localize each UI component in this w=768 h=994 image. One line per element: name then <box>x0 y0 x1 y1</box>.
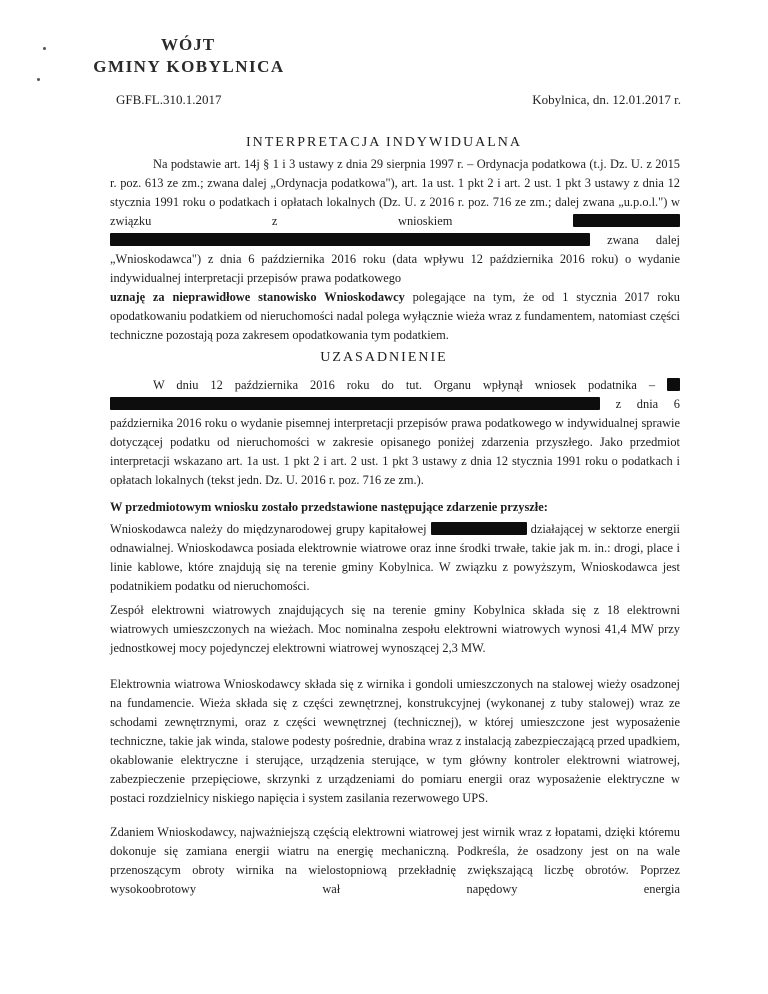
paragraph-wind-farm: Zespół elektrowni wiatrowych znajdujących się na terenie gminy Kobylnica składa się z 18 elektrowni wiatrowych umieszczonych na wieżach. Moc nominalna zespołu elektrowni wiatrowych wynosi 41,4 MW przy jednostkowej mocy pojedynczej elektrowni wiatrowej wynoszącej 2,3 MW. <box>110 603 680 655</box>
scan-speck <box>37 78 40 81</box>
document-title: INTERPRETACJA INDYWIDUALNA <box>245 135 523 150</box>
intro-paragraph <box>110 155 680 288</box>
intro-text-a: Na podstawie art. 14j § 1 i 3 ustawy z dnia 29 sierpnia 1997 r. – Ordynacja podatkowa (t.j. Dz. U. z 2015 r. poz. 613 ze zm.; zwana dalej „Ordynacja podatkowa"), art. 1a ust. 1 pkt 2 i art. 2 ust. 1 pkt 3 ustawy z dnia 12 stycznia 1991 roku o podatkach i opłatach lokalnych (Dz. U. z 2016 r. poz. 716 ze zm.; dalej zwana „u.p.o.l.") w związku z wnioskiem <box>110 157 680 228</box>
scan-speck <box>43 47 46 50</box>
decision-rest: polegające na tym, że od 1 stycznia 2017 roku opodatkowaniu podatkiem od nieruchomości nadal polega wyłącznie wieża wraz z fundamentem, natomiast części techniczne pozostają poza zakresem opodatkowania tym podatkiem. <box>110 290 680 342</box>
decision-paragraph <box>110 288 680 345</box>
redaction-block <box>431 522 527 535</box>
redaction-block <box>573 214 680 227</box>
paragraph-turbine-structure: Elektrownia wiatrowa Wnioskodawcy składa się z wirnika i gondoli umieszczonych na stalowej wieży osadzonej na fundamencie. Wieża składa się z części zewnętrznej, konstrukcyjnej (wykonanej z tuby stalowej) wraz ze schodami zewnętrznymi, oraz z części wewnętrznej (technicznej), w której umieszczone jest wyposażenie techniczne, takie jak winda, stalowe podesty pośrednie, drabina wraz z instalacją zabezpieczającą przed upadkiem, okablowanie elektryczne i sterujące, urządzenia sterujące, w tym główny kontroler elektrowni wiatrowej, zabezpieczenie przepięciowe, skrzynki z urządzeniami do pomiaru energii oraz wyposażenie elektryczne w postaci rozdzielnicy niskiego napięcia i system zasilania rezerwowego UPS. <box>110 677 680 805</box>
redaction-block <box>667 378 680 391</box>
paragraph-applicant <box>110 520 680 596</box>
event-heading: W przedmiotowym wniosku zostało przedstawione następujące zdarzenie przyszłe: <box>110 500 548 514</box>
justification-paragraph <box>110 376 680 490</box>
paragraph-applicant-b: działającej w sektorze energii odnawialnej. Wnioskodawca posiada elektrownie wiatrowe oraz inne środki trwałe, takie jak m. in.: drogi, place i linie kablowe, które znajdują się na terenie gminy Kobylnica. W związku z powyższym, Wnioskodawca jest podatnikiem podatku od nieruchomości. <box>110 522 680 593</box>
place-and-date: Kobylnica, dn. 12.01.2017 r. <box>532 92 681 107</box>
justification-text-a: W dniu 12 października 2016 roku do tut. Organu wpłynął wniosek podatnika – <box>153 378 656 392</box>
justification-text-b: z dnia 6 października 2016 roku o wydanie pisemnej interpretacji przepisów prawa podatkowego w indywidualnej sprawie dotyczącej podatku od nieruchomości w zakresie opisanego poniżej zdarzenia przyszłego. Jako przedmiot interpretacji wskazano art. 1a ust. 1 pkt 2 i art. 2 ust. 1 pkt 3 ustawy z dnia 12 stycznia 1991 roku o podatkach i opłatach lokalnych (tekst jedn. Dz. U. 2016 r. poz. 716 ze zm.). <box>110 397 680 487</box>
redaction-block <box>110 397 600 410</box>
reference-number: GFB.FL.310.1.2017 <box>116 92 222 107</box>
decision-bold: uznaję za nieprawidłowe stanowisko Wnioskodawcy <box>110 290 405 304</box>
redaction-block <box>110 233 590 246</box>
issuer-title-line2: GMINY KOBYLNICA <box>93 57 285 76</box>
paragraph-applicant-a: Wnioskodawca należy do międzynarodowej grupy kapitałowej <box>110 522 427 536</box>
intro-text-b: zwana dalej „Wnioskodawca") z dnia 6 października 2016 roku (data wpływu 12 października 2016 roku) o wydanie indywidualnej interpretacji przepisów prawa podatkowego <box>110 233 680 285</box>
section-title: UZASADNIENIE <box>320 350 448 365</box>
issuer-title-line1: WÓJT <box>160 35 216 54</box>
paragraph-applicant-opinion: Zdaniem Wnioskodawcy, najważniejszą częścią elektrowni wiatrowej jest wirnik wraz z łopatami, dzięki któremu dokonuje się zamiana energii wiatru na energię mechaniczną. Podkreśla, że osadzony jest on na wale przenoszącym obroty wirnika na wielostopniową przekładnię zwiększającą liczbę obrotów. Poprzez wysokoobrotowy wał napędowy energia <box>110 825 680 896</box>
